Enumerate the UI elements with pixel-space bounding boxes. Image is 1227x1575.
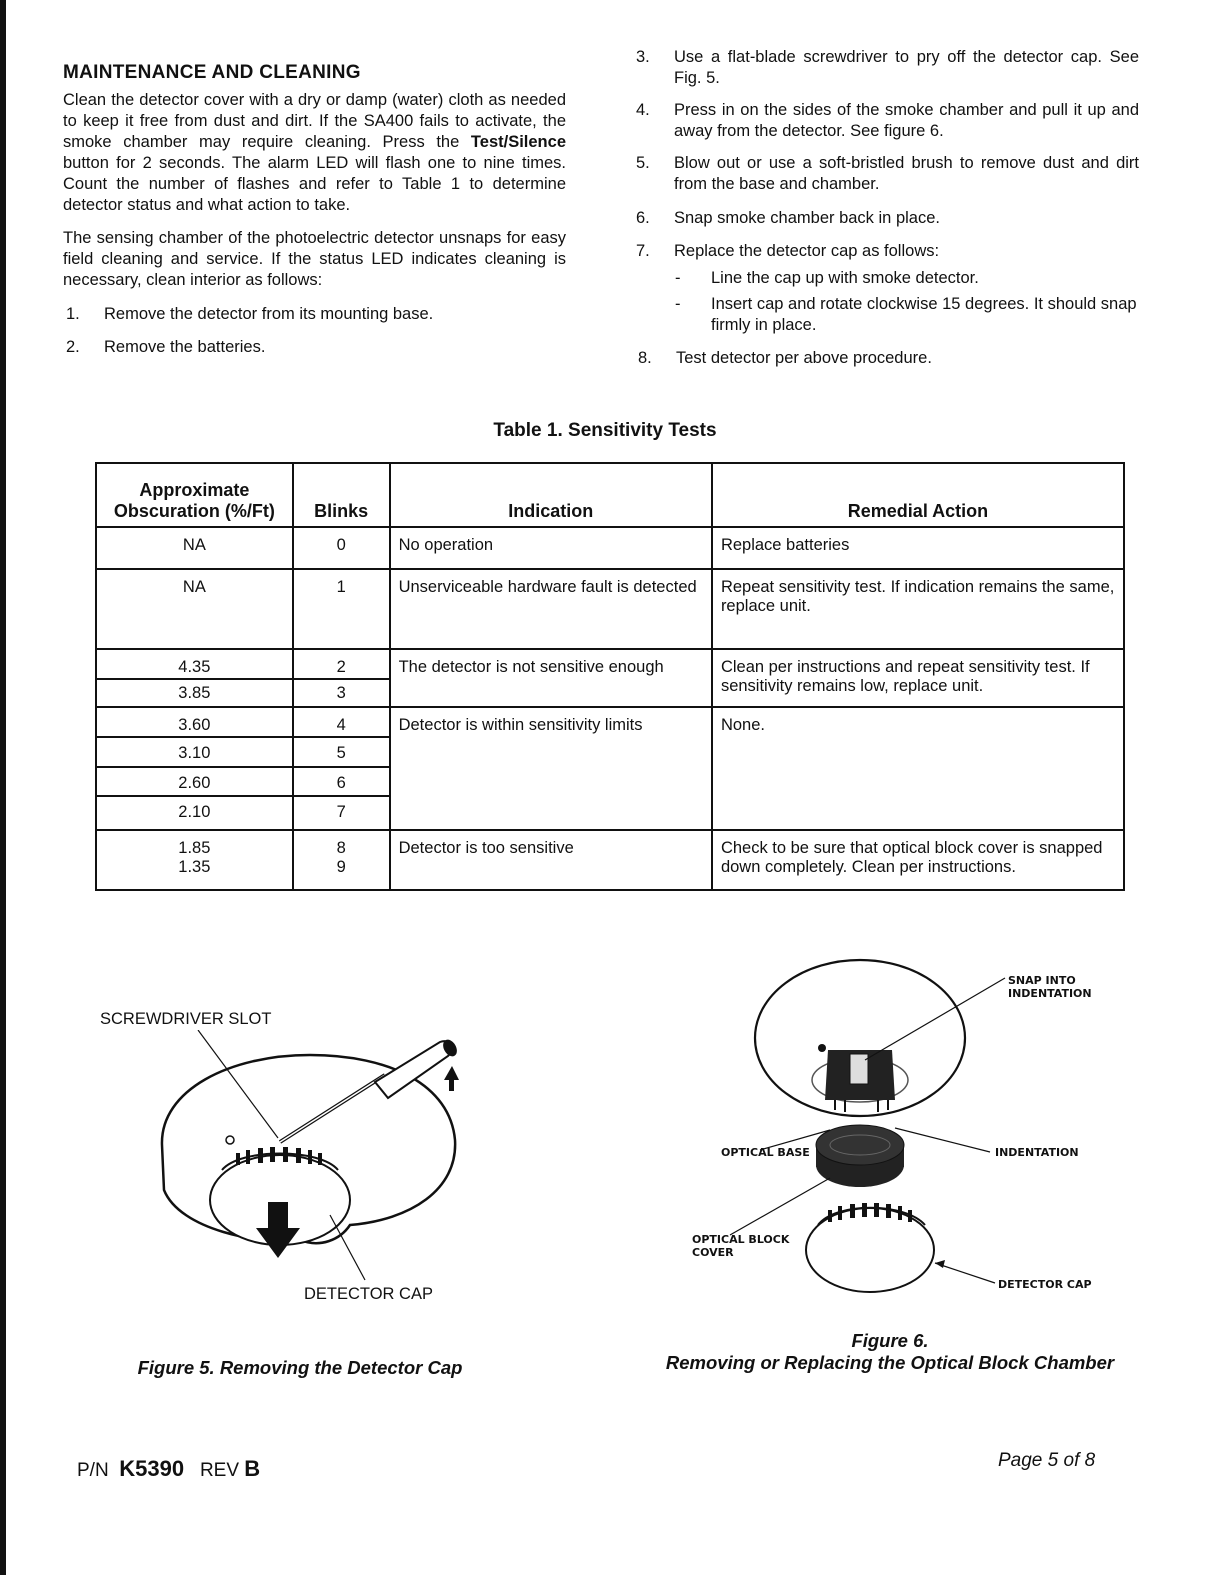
- cell-obscuration: [96, 830, 293, 890]
- pn-value: K5390: [119, 1456, 185, 1481]
- list-item: [636, 241, 1139, 263]
- cell-blinks: 4: [293, 707, 390, 737]
- table-header-row: [96, 463, 1124, 527]
- cell-blinks-a: 8: [336, 839, 346, 857]
- header-obscuration: [96, 463, 293, 527]
- cell-blinks: 3: [293, 679, 390, 707]
- cell-obscuration: 3.85: [96, 679, 293, 707]
- cleaning-paragraph: The sensing chamber of the photoelectric detector unsnaps for easy field cleaning and service. If the status LED indicates cleaning is necessary, clean interior as follows:: [63, 229, 566, 289]
- cell-blinks: 1: [293, 569, 390, 649]
- list-item: [638, 348, 1141, 370]
- cell-obscuration: NA: [96, 527, 293, 569]
- step-number: 2.: [66, 338, 80, 356]
- cell-obscuration: 2.60: [96, 767, 293, 796]
- fig6-label-snap: [1008, 974, 1092, 1000]
- cell-remedial: Replace batteries: [712, 527, 1124, 569]
- fig5-label-screwdriver-slot: SCREWDRIVER SLOT: [100, 1010, 272, 1028]
- header-obscuration-line2: Obscuration (%/Ft): [113, 501, 275, 521]
- cell-obscuration: 2.10: [96, 796, 293, 830]
- cell-indication: The detector is not sensitive enough: [390, 649, 712, 707]
- sensitivity-table: [95, 462, 1125, 891]
- fig6-label-detector-cap: DETECTOR CAP: [998, 1278, 1092, 1291]
- fig6-label-optical-base: OPTICAL BASE: [721, 1146, 810, 1159]
- maintenance-section: [63, 62, 566, 291]
- intro-text-a: Clean the detector cover with a dry or damp (water) cloth as needed to keep it free from dust and dirt. If the SA400 fails to activate, the smoke chamber may require cleaning. Press the: [63, 91, 566, 151]
- cell-blinks: [293, 830, 390, 890]
- step-number: 8.: [638, 349, 652, 367]
- table-row: [96, 707, 1124, 737]
- step-text: Replace the detector cap as follows:: [674, 242, 940, 260]
- step-number: 7.: [636, 242, 650, 260]
- table-title: Table 1. Sensitivity Tests: [493, 420, 717, 441]
- sub-list-item: [675, 294, 1141, 338]
- cell-remedial: Check to be sure that optical block cover is snapped down completely. Clean per instructions.: [712, 830, 1124, 890]
- step-number: 3.: [636, 48, 650, 66]
- list-item: [66, 337, 566, 359]
- page-number: Page 5 of 8: [998, 1450, 1096, 1471]
- cell-blinks: 0: [293, 527, 390, 569]
- fig6-label-cover-line1: OPTICAL BLOCK: [692, 1233, 790, 1246]
- step-text: Remove the batteries.: [104, 338, 266, 356]
- cell-blinks-b: 9: [336, 858, 346, 876]
- step-text: Remove the detector from its mounting base.: [104, 305, 434, 323]
- step-text: Use a flat-blade screwdriver to pry off the detector cap. See Fig. 5.: [674, 48, 1139, 87]
- cell-indication: Unserviceable hardware fault is detected: [390, 569, 712, 649]
- sub-list-item: [675, 268, 1141, 290]
- header-remedial-action: Remedial Action: [712, 463, 1124, 527]
- cell-obscuration: 3.60: [96, 707, 293, 737]
- sub-step-text: Line the cap up with smoke detector.: [711, 269, 979, 287]
- fig5-detector-illustration: [150, 1030, 480, 1290]
- step-text: Press in on the sides of the smoke chamber and pull it up and away from the detector. See figure 6.: [674, 101, 1139, 140]
- step-text: Blow out or use a soft-bristled brush to remove dust and dirt from the base and chamber.: [674, 154, 1139, 193]
- cell-remedial: None.: [712, 707, 1124, 830]
- fig6-caption-line2: Removing or Replacing the Optical Block Chamber: [665, 1352, 1115, 1373]
- list-item: [636, 208, 1139, 230]
- list-item: [636, 100, 1139, 144]
- list-item: [636, 47, 1139, 91]
- cell-remedial: Repeat sensitivity test. If indication remains the same, replace unit.: [712, 569, 1124, 649]
- table-row: [96, 527, 1124, 569]
- rev-label: REV: [199, 1460, 240, 1481]
- cell-obscuration: 4.35: [96, 649, 293, 679]
- table-row: [96, 569, 1124, 649]
- page-edge: [0, 0, 6, 1575]
- part-number: [77, 1456, 260, 1482]
- cell-blinks: 5: [293, 737, 390, 767]
- step-number: 1.: [66, 305, 80, 323]
- cell-blinks: 6: [293, 767, 390, 796]
- rev-value: B: [244, 1456, 261, 1481]
- table-row: [96, 649, 1124, 679]
- sub-step-dash: -: [675, 269, 681, 287]
- table-row: [96, 830, 1124, 890]
- cell-blinks: 7: [293, 796, 390, 830]
- cell-obscuration: NA: [96, 569, 293, 649]
- intro-paragraph: [63, 90, 566, 216]
- header-blinks: Blinks: [293, 463, 390, 527]
- cell-indication: Detector is too sensitive: [390, 830, 712, 890]
- fig6-label-snap-line2: INDENTATION: [1008, 987, 1092, 1000]
- cell-indication: No operation: [390, 527, 712, 569]
- header-indication: Indication: [390, 463, 712, 527]
- cell-obscuration-a: 1.85: [178, 839, 211, 857]
- cell-blinks: 2: [293, 649, 390, 679]
- fig5-caption: Figure 5. Removing the Detector Cap: [137, 1357, 463, 1378]
- step-number: 6.: [636, 209, 650, 227]
- fig6-caption: [640, 1330, 1140, 1374]
- step-number: 4.: [636, 101, 650, 119]
- intro-text-b: button for 2 seconds. The alarm LED will flash one to nine times. Count the number of flashes and refer to Table 1 to determine detector status and what action to take.: [63, 154, 566, 214]
- fig6-label-indentation: INDENTATION: [995, 1146, 1079, 1159]
- fig6-label-cover-line2: COVER: [692, 1246, 734, 1259]
- list-item: [66, 304, 566, 326]
- section-title: MAINTENANCE AND CLEANING: [63, 62, 361, 83]
- pn-label: P/N: [77, 1460, 109, 1481]
- sub-step-text: Insert cap and rotate clockwise 15 degrees. It should snap firmly in place.: [711, 295, 1137, 334]
- step-text: Test detector per above procedure.: [676, 349, 932, 367]
- header-obscuration-line1: Approximate: [139, 480, 250, 500]
- cell-obscuration: 3.10: [96, 737, 293, 767]
- cell-obscuration-b: 1.35: [178, 858, 211, 876]
- sub-step-dash: -: [675, 295, 681, 313]
- step-number: 5.: [636, 154, 650, 172]
- step-text: Snap smoke chamber back in place.: [674, 209, 940, 227]
- fig6-caption-line1: Figure 6.: [851, 1330, 929, 1351]
- list-item: [636, 153, 1139, 197]
- fig5-label-detector-cap: DETECTOR CAP: [304, 1285, 433, 1303]
- cell-indication: Detector is within sensitivity limits: [390, 707, 712, 830]
- fig6-label-snap-line1: SNAP INTO: [1008, 974, 1076, 987]
- fig6-label-optical-block-cover: [692, 1233, 789, 1259]
- cell-remedial: Clean per instructions and repeat sensitivity test. If sensitivity remains low, replace unit.: [712, 649, 1124, 707]
- test-silence-button-name: Test/Silence: [470, 133, 566, 151]
